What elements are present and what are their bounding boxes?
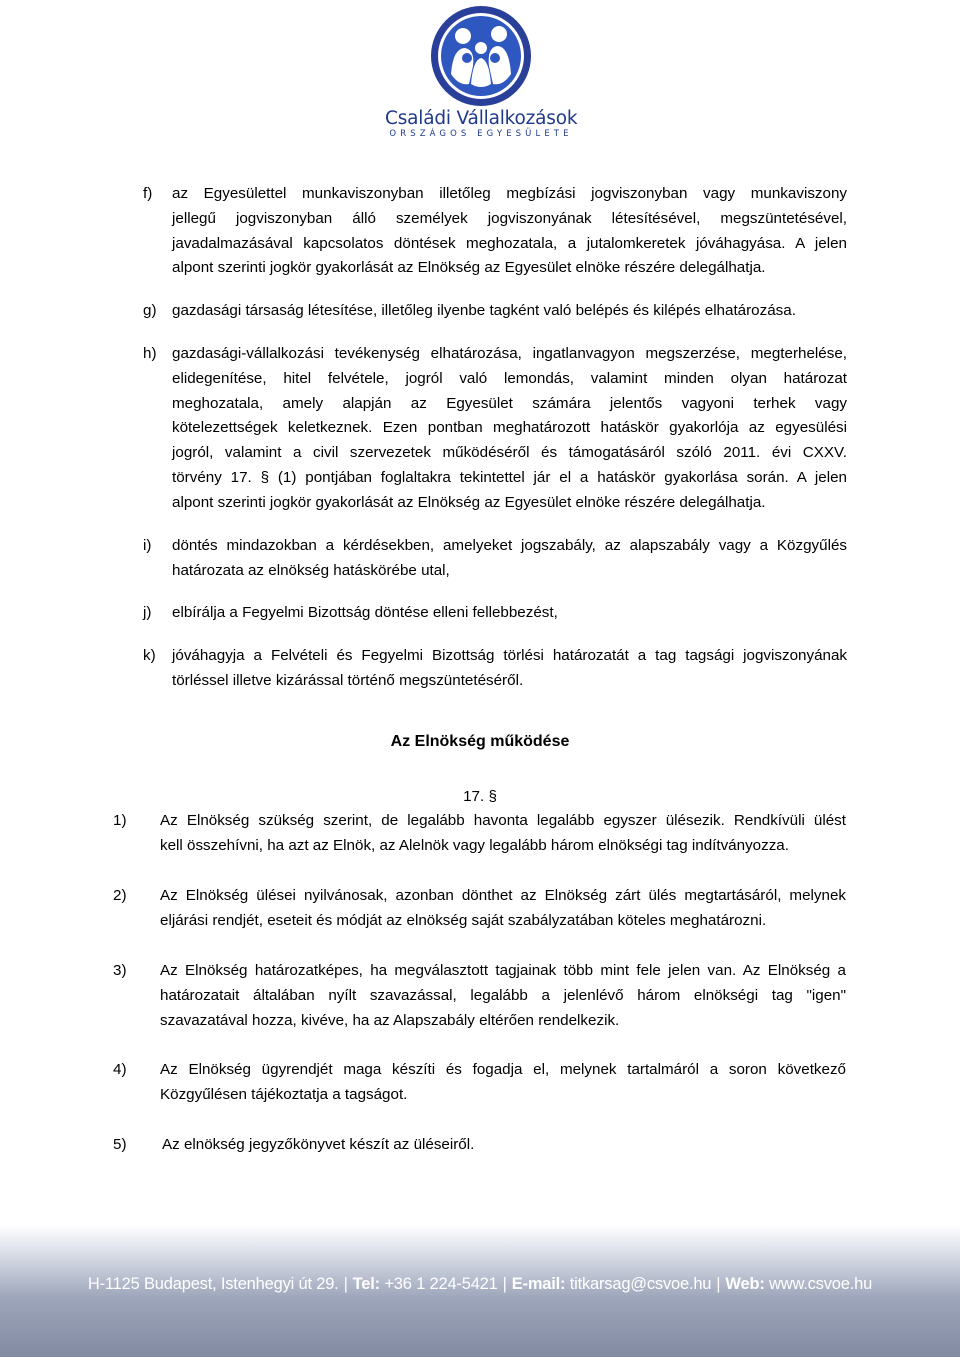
list-item-text [160,884,846,934]
family-emblem-icon [429,4,533,108]
footer-tel-value: +36 1 224-5421 [384,1275,498,1293]
text-line: meghozatala, amely alapján az Egyesület számára jelentős vagyoni terhek vagy [172,394,847,412]
list-marker: k) [143,647,156,664]
list-item-text [172,601,847,626]
list-item-text [172,534,847,584]
text-line: jogról, valamint a civil szervezetek működéséről és támogatásáról szóló 2011. évi CXXV. [172,444,847,462]
text-line: Az Elnökség ügyrendjét maga készíti és fogadja el, melynek tartalmáról a soron következő [160,1061,846,1078]
footer-separator: | [343,1275,348,1293]
list-marker: f) [143,185,153,202]
list-item-text [172,182,847,281]
text-line: az Egyesülettel munkaviszonyban illetőleg megbízási jogviszonyban vagy munkaviszony [172,185,847,202]
list-item-text [160,1058,846,1108]
footer-web-value: www.csvoe.hu [769,1275,873,1293]
footer-web-label: Web: [725,1275,765,1293]
text-line: alpont szerinti jogkör gyakorlását az Elnökség az Egyesület elnöke részére delegálhatja. [172,493,766,511]
text-line: jóváhagyja a Felvételi és Fegyelmi Bizottság törlési határozatát a tag tagsági jogviszonyának [172,647,847,664]
text-line: határozatait általában nyílt szavazással, legalább a jelenlévő három elnökségi tag "igen" [160,986,846,1004]
list-item-text [172,299,847,324]
text-line: törléssel illetve kizárással történő megszüntetéséről. [172,671,524,689]
text-line: gazdasági társaság létesítése, illetőleg ilyenbe tagként való belépés és kilépés elhatározása. [172,302,796,319]
list-item-text [172,342,847,516]
page-footer [0,1225,960,1357]
list-item-text [162,1133,846,1158]
text-line: Az elnökség jegyzőkönyvet készít az üléseiről. [162,1136,475,1153]
text-line: kötelezettségek keletkeznek. Ezen pontban meghatározott hatáskör gyakorlója az egyesülési [172,419,847,437]
footer-tel-label: Tel: [352,1275,380,1293]
text-line: eljárási rendjét, eseteit és módját az elnökség saját szabályzatában köteles meghatározni. [160,911,767,929]
footer-address: H-1125 Budapest, Istenhegyi út 29. [87,1275,339,1293]
footer-email-value: titkarsag@csvoe.hu [569,1275,712,1293]
section-heading: Az Elnökség működése [390,733,570,750]
text-line: Az Elnökség ülései nyilvánosak, azonban dönthet az Elnökség zárt ülés megtartásáról, melynek [160,887,846,904]
list-item-text [160,809,846,859]
text-line: alpont szerinti jogkör gyakorlását az Elnökség az Egyesület elnöke részére delegálhatja. [172,259,766,277]
text-line: Az Elnökség határozatképes, ha megválasztott tagjainak több mint fele jelen van. Az Elnökség a [160,962,846,979]
logo-subtitle: ORSZÁGOS EGYESÜLETE [389,129,573,139]
text-line: jellegű jogviszonyban álló személyek jogviszonyának létesítésével, megszüntetésével, [172,209,847,227]
list-item-text [172,644,847,694]
list-marker: 2) [113,887,127,904]
footer-separator: | [502,1275,507,1293]
text-line: törvény 17. § (1) pontjában foglaltakra tekintettel jár el a hatáskör gyakorlása során. A jelen [172,468,847,486]
text-line: döntés mindazokban a kérdésekben, amelyeket jogszabály, az alapszabály vagy a Közgyűlés [172,537,847,554]
footer-separator: | [716,1275,721,1293]
text-line: javadalmazásával kapcsolatos döntések meghozatala, a jutalomkeretek jóváhagyása. A jelen [172,234,847,252]
list-marker: i) [143,537,152,554]
footer-email-label: E-mail: [511,1275,566,1293]
footer-contact-line [0,1275,960,1294]
text-line: elbírálja a Fegyelmi Bizottság döntése elleni fellebbezést, [172,604,558,621]
list-marker: 4) [113,1061,127,1078]
organization-logo [385,4,577,138]
list-marker: 3) [113,962,127,979]
logo-title: Családi Vállalkozások [385,108,578,129]
list-marker: g) [143,302,157,319]
list-marker: h) [143,345,157,362]
text-line: szavazatával hozza, kivéve, ha az Alapszabály eltérően rendelkezik. [160,1011,620,1029]
paragraph-number: 17. § [463,788,497,805]
text-line: határozata az elnökség hatáskörébe utal, [172,561,450,579]
text-line: Közgyűlésen tájékoztatja a tagságot. [160,1085,408,1103]
text-line: gazdasági-vállalkozási tevékenység elhatározása, ingatlanvagyon megszerzése, megterhelése, [172,345,847,362]
list-item-text [160,959,846,1033]
list-marker: 1) [113,812,127,829]
list-marker: 5) [113,1136,127,1153]
text-line: elidegenítése, hitel felvétele, jogról való lemondás, valamint minden olyan határozat [172,369,847,387]
list-marker: j) [143,604,152,621]
text-line: Az Elnökség szükség szerint, de legalább havonta legalább egyszer ülésezik. Rendkívüli ülést [160,812,846,829]
text-line: kell összehívni, ha azt az Elnök, az Alelnök vagy legalább három elnökségi tag indítványozza. [160,836,789,854]
